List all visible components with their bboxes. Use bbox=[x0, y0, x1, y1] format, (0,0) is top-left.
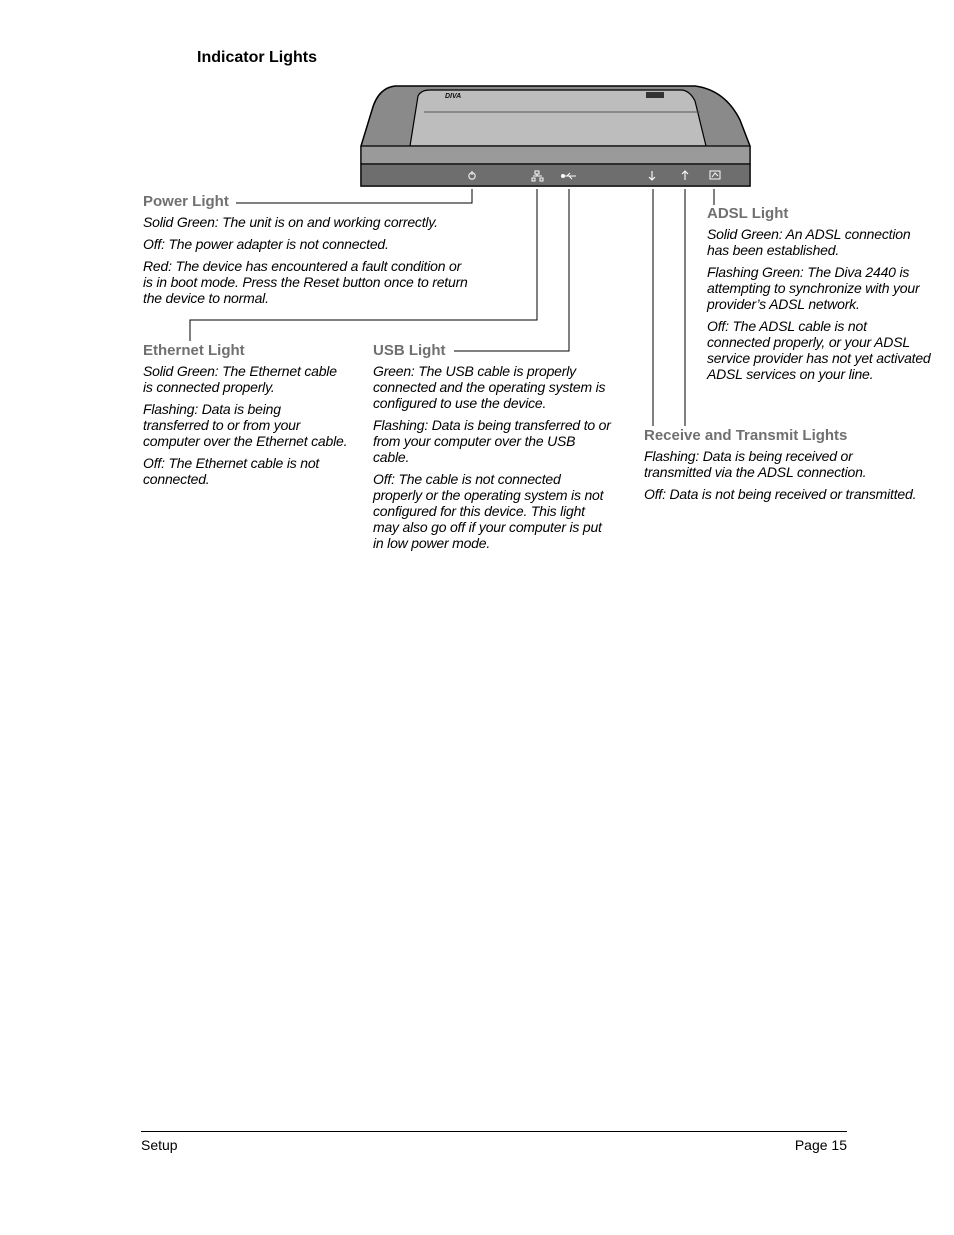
rxtx-lights-section bbox=[644, 427, 919, 508]
power-line: Off: The power adapter is not connected. bbox=[143, 236, 389, 252]
footer-page-number: Page 15 bbox=[794, 1137, 847, 1153]
power-light-section bbox=[143, 193, 473, 312]
footer-section-label: Setup bbox=[141, 1137, 178, 1153]
adsl-line: Flashing Green: The Diva 2440 is attempting to synchronize with your provider’s ADSL network. bbox=[707, 264, 920, 312]
ethernet-line: Solid Green: The Ethernet cable is connected properly. bbox=[143, 363, 337, 395]
ethernet-line: Flashing: Data is being transferred to or from your computer over the Ethernet cable. bbox=[143, 401, 348, 449]
ethernet-light-description bbox=[143, 363, 348, 487]
usb-line: Off: The cable is not connected properly or the operating system is not configured for this device. This light may also go off if your computer is put in low power mode. bbox=[373, 471, 604, 551]
usb-light-section bbox=[373, 342, 613, 557]
modem-illustration bbox=[361, 86, 750, 186]
page-heading: Indicator Lights bbox=[197, 49, 317, 66]
adsl-light-description bbox=[707, 226, 932, 382]
ethernet-line: Off: The Ethernet cable is not connected. bbox=[143, 455, 320, 487]
power-line: Red: The device has encountered a fault condition or is in boot mode. Press the Reset button once to return the device to normal. bbox=[143, 258, 468, 306]
power-light-title: Power Light bbox=[143, 193, 233, 211]
adsl-line: Off: The ADSL cable is not connected properly, or your ADSL service provider has not yet activated ADSL services on your line. bbox=[707, 318, 931, 382]
adsl-light-title: ADSL Light bbox=[707, 205, 789, 222]
power-light-description bbox=[143, 214, 473, 306]
ethernet-light-title: Ethernet Light bbox=[143, 342, 245, 359]
power-line: Solid Green: The unit is on and working correctly. bbox=[143, 214, 438, 230]
ethernet-light-section bbox=[143, 342, 348, 493]
adsl-light-section bbox=[707, 205, 932, 388]
rxtx-lights-description bbox=[644, 448, 919, 502]
usb-line: Flashing: Data is being transferred to or from your computer over the USB cable. bbox=[373, 417, 611, 465]
rxtx-line: Flashing: Data is being received or transmitted via the ADSL connection. bbox=[644, 448, 867, 480]
rxtx-lights-title: Receive and Transmit Lights bbox=[644, 427, 848, 444]
brand-logo: DIVA bbox=[445, 93, 462, 100]
rxtx-line: Off: Data is not being received or transmitted. bbox=[644, 486, 917, 502]
usb-light-description bbox=[373, 363, 613, 551]
adsl-line: Solid Green: An ADSL connection has been established. bbox=[707, 226, 911, 258]
usb-light-title: USB Light bbox=[373, 342, 450, 360]
footer-divider bbox=[141, 1131, 847, 1132]
usb-line: Green: The USB cable is properly connected and the operating system is configured to use the device. bbox=[373, 363, 606, 411]
